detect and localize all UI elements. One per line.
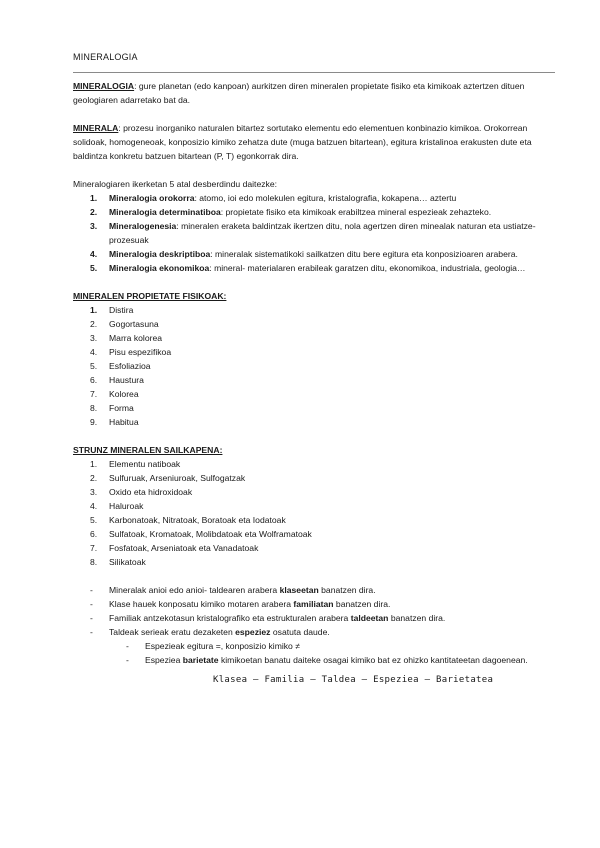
note-item: - Taldeak serieak eratu dezaketen espeziez osatuta daude. <box>90 627 330 637</box>
classification-hierarchy: Klasea – Familia – Taldea – Espeziea – Barietatea <box>213 675 494 685</box>
branches-list <box>73 191 558 275</box>
list-item: 5. Mineralogia ekonomikoa: mineral- materialaren erabileak garatzen ditu, ekonomikoa, industriala, geologia… <box>90 263 526 273</box>
strunz-classification-list <box>73 457 558 569</box>
list-item: 1. Elementu natiboak <box>90 459 181 469</box>
mineralogia-def-text: : gure planetan (edo kanpoan) aurkitzen diren mineralen propietate fisiko eta kimikoak aztertzen dituen geologiaren adarretako bat da. <box>73 81 525 105</box>
list-item: 3. Marra kolorea <box>90 333 163 343</box>
subnote-item: - Espeziea barietate kimikoetan banatu daiteke osagai kimiko bat ez ohizko kantitateetan dagoenean. <box>126 655 528 665</box>
classification-notes <box>73 583 558 639</box>
mineralogia-term: MINERALOGIA <box>73 81 135 91</box>
list-item: 7. Fosfatoak, Arseniatoak eta Vanadatoak <box>90 543 259 553</box>
page-header-title: MINERALOGIA <box>73 52 138 62</box>
physical-properties-list <box>73 303 558 429</box>
list-item: 2. Gogortasuna <box>90 319 159 329</box>
header-divider <box>73 72 555 73</box>
note-item: - Mineralak anioi edo anioi- taldearen arabera klaseetan banatzen dira. <box>90 585 376 595</box>
list-item: 3. Mineralogenesia: mineralen eraketa baldintzak ikertzen ditu, nola agertzen diren minealak naturan eta ustiatze- prozesuak <box>90 221 536 245</box>
list-item: 3. Oxido eta hidroxidoak <box>90 487 193 497</box>
minerala-def-text: : prozesu inorganiko naturalen bitartez sortutako elementu edo elementuen konbinazio kimikoa. Orokorrean solidoak, homogeneoak, konposizio kimiko zehatza dute (muga batzuen bitartean), egitura kristalinoa erakusten dute eta baldintza konkretu batzuen bitartean (P, T) egonkorrak dira. <box>73 123 532 161</box>
list-item: 4. Haluroak <box>90 501 144 511</box>
list-item: 8. Silikatoak <box>90 557 146 567</box>
list-item: 1. Distira <box>90 305 134 315</box>
physical-properties-title: MINERALEN PROPIETATE FISIKOAK: <box>73 291 227 301</box>
list-item: 1. Mineralogia orokorra: atomo, ioi edo molekulen egitura, kristalografia, kokapena… aztertu <box>90 193 457 203</box>
list-item: 5. Esfoliazioa <box>90 361 151 371</box>
species-subnotes <box>73 639 558 667</box>
list-item: 4. Pisu espezifikoa <box>90 347 172 357</box>
list-item: 6. Sulfatoak, Kromatoak, Molibdatoak eta Wolframatoak <box>90 529 312 539</box>
note-item: - Familiak antzekotasun kristalografiko eta estrukturalen arabera taldeetan banatzen dira. <box>90 613 446 623</box>
strunz-classification-title: STRUNZ MINERALEN SAILKAPENA: <box>73 445 223 455</box>
document-body <box>73 79 558 687</box>
minerala-definition <box>73 121 558 163</box>
list-item: 6. Haustura <box>90 375 144 385</box>
list-item: 7. Kolorea <box>90 389 139 399</box>
list-item: 9. Habitua <box>90 417 139 427</box>
list-item: 8. Forma <box>90 403 134 413</box>
list-item: 2. Mineralogia determinatiboa: propietate fisiko eta kimikoak erabiltzea mineral espezieak zehazteko. <box>90 207 492 217</box>
branches-lead: Mineralogiaren ikerketan 5 atal desberdindu daitezke: <box>73 179 277 189</box>
list-item: 5. Karbonatoak, Nitratoak, Boratoak eta Iodatoak <box>90 515 286 525</box>
subnote-item: - Espezieak egitura =, konposizio kimiko ≠ <box>126 641 300 651</box>
note-item: - Klase hauek konposatu kimiko motaren arabera familiatan banatzen dira. <box>90 599 391 609</box>
mineralogia-definition <box>73 79 558 107</box>
list-item: 2. Sulfuruak, Arseniuroak, Sulfogatzak <box>90 473 246 483</box>
minerala-term: MINERALA <box>73 123 119 133</box>
list-item: 4. Mineralogia deskriptiboa: mineralak sistematikoki sailkatzen ditu bere egitura eta konposizioaren arabera. <box>90 249 518 259</box>
